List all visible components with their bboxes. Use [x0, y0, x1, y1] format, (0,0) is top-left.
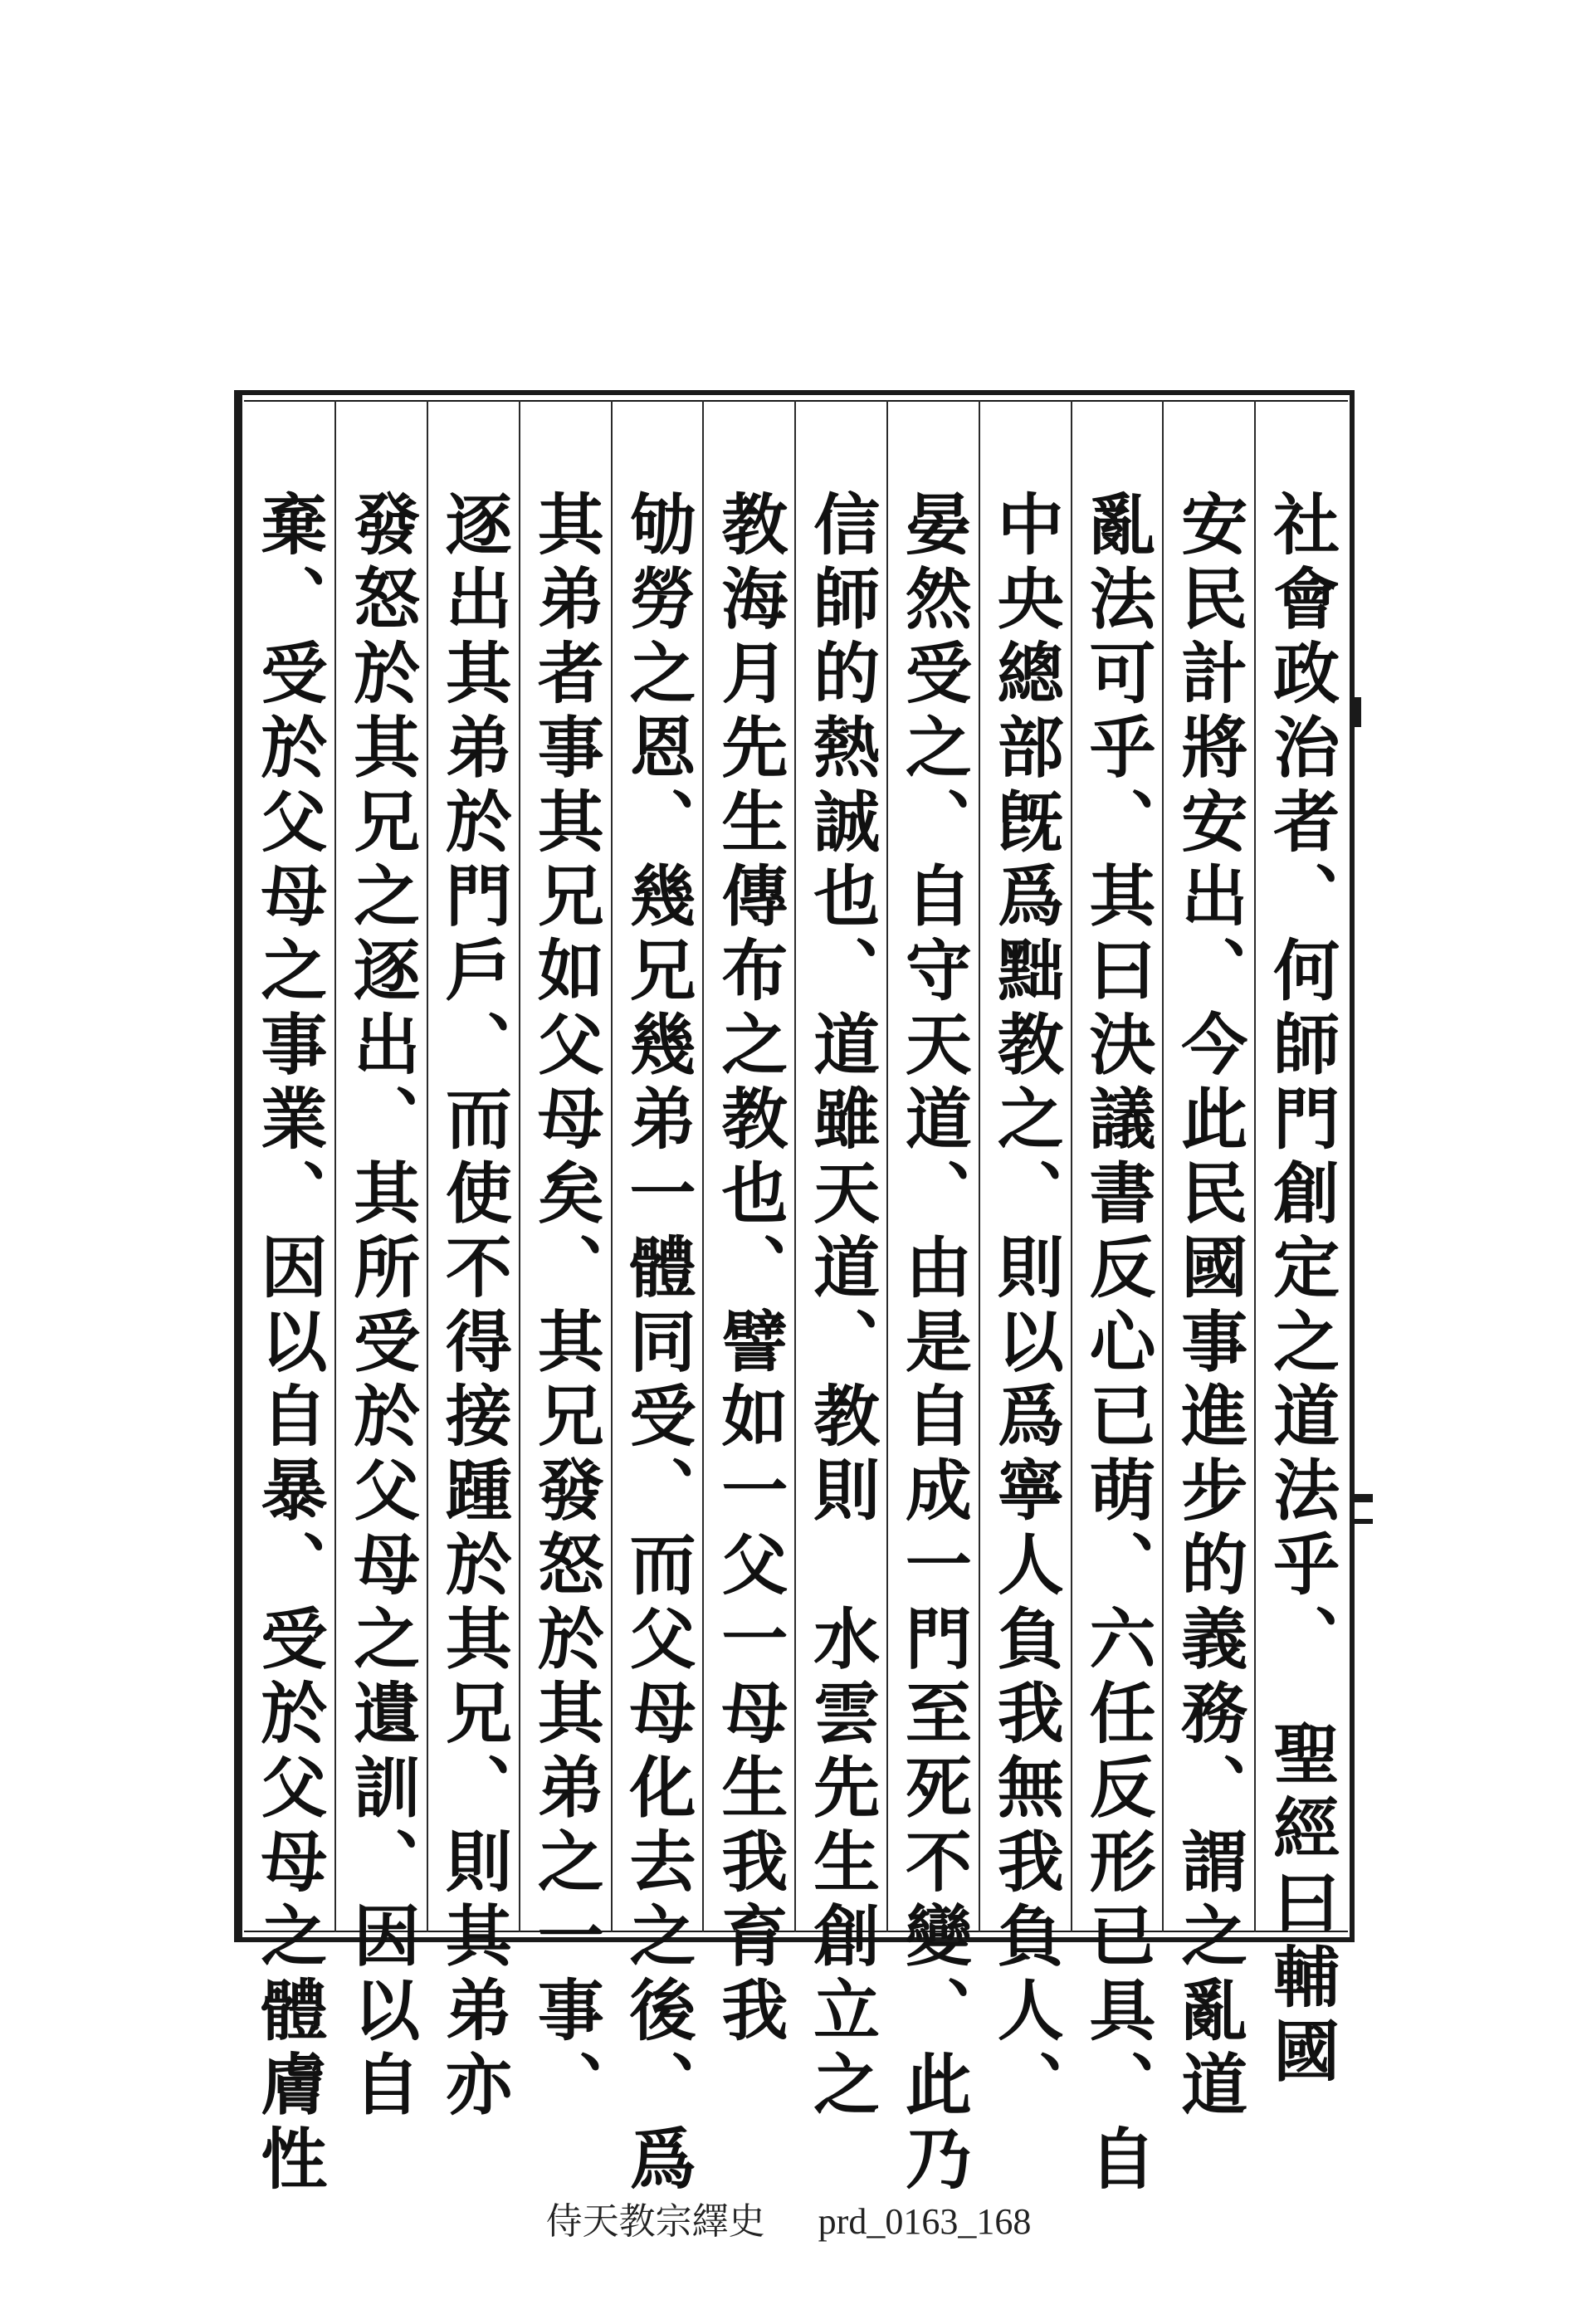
footer-page-id: prd_0163_168: [818, 2201, 1032, 2242]
text-column-7: [702, 400, 794, 2050]
fold-mark-lower: [1351, 1494, 1373, 1502]
text-column-1: [1254, 400, 1346, 2091]
column-text: 逐出其弟於門戶、而使不得接踵於其兄、則其弟亦: [434, 490, 513, 2124]
fold-mark-upper: [1351, 697, 1361, 727]
column-text: 安民計將安出、今此民國事進步的義務、謂之亂道: [1169, 490, 1248, 2124]
text-column-9: [519, 400, 611, 2124]
column-text: 晏然受之、自守天道、由是自成一門至死不變、此乃: [894, 490, 973, 2199]
column-text: 發怒於其兄之逐出、其所受於父母之遺訓、因以自: [342, 490, 421, 2124]
column-text: 亂法可乎、其曰決議書反心已萌、六任反形已具、自: [1078, 490, 1156, 2199]
text-column-8: [611, 400, 703, 2199]
text-column-11: [334, 400, 427, 2124]
text-column-2: [1162, 400, 1254, 2124]
text-column-12: [242, 400, 334, 2199]
text-columns: [242, 400, 1346, 2199]
column-text: 社會政治者、何師門創定之道法乎、 聖經曰輔國: [1262, 490, 1340, 2091]
footer-book-title: 侍天教宗繹史: [545, 2201, 765, 2242]
text-column-5: [886, 400, 979, 2199]
text-column-6: [794, 400, 886, 2124]
column-text: 教海月先生傳布之教也、譬如一父一母生我育我: [710, 490, 788, 2050]
text-column-10: [427, 400, 519, 2124]
fold-mark-lower-2: [1351, 1519, 1373, 1524]
column-text: 信師的熱誠也、道雖天道、教則 水雲先生創立之: [802, 490, 881, 2124]
text-column-4: [979, 400, 1071, 2124]
column-text: 棄、受於父母之事業、因以自暴、受於父母之體膚性: [249, 490, 328, 2199]
column-text: 中央總部旣爲黜教之、則以爲寧人負我無我負人、: [986, 490, 1065, 2124]
column-text: 劬勞之恩、幾兄幾弟一體同受、而父母化去之後、爲: [618, 490, 697, 2199]
page-footer: [0, 2191, 1577, 2244]
column-text: 其弟者事其兄如父母矣、其兄發怒於其弟之一事、: [526, 490, 605, 2124]
text-column-3: [1071, 400, 1163, 2199]
